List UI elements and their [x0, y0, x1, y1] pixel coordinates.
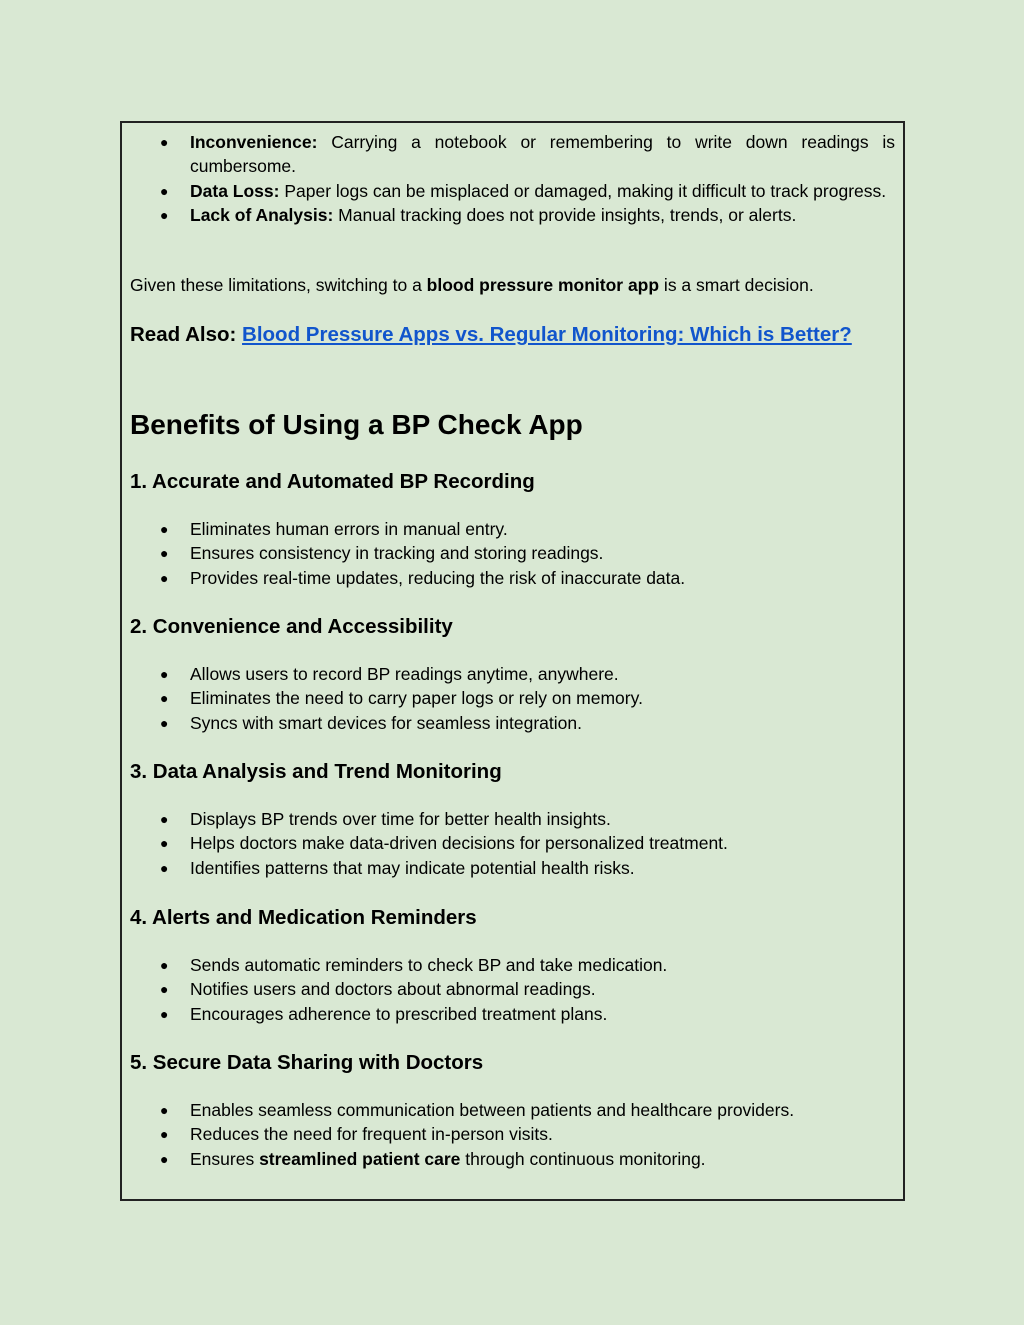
list-item — [130, 977, 895, 1001]
list-item-text: Paper logs can be misplaced or damaged, making it difficult to track progress. — [279, 180, 887, 201]
bullet-icon: ● — [160, 1005, 169, 1022]
list-item-text: Syncs with smart devices for seamless integration. — [190, 712, 582, 733]
list-item-text: Allows users to record BP readings anytime, anywhere. — [190, 664, 619, 684]
list-item — [130, 856, 895, 880]
list-item — [130, 711, 895, 735]
bullet-icon: ● — [160, 981, 169, 998]
list-item-text: Eliminates human errors in manual entry. — [190, 519, 508, 539]
benefit-list — [130, 807, 895, 880]
bullet-icon: ● — [160, 666, 169, 682]
bullet-icon: ● — [160, 811, 169, 827]
list-item — [130, 130, 895, 179]
bullet-icon: ● — [160, 835, 169, 852]
list-item-text: Encourages adherence to prescribed treatment plans. — [190, 1003, 608, 1024]
bullet-icon: ● — [160, 521, 169, 537]
summary-bold: blood pressure monitor app — [426, 275, 660, 295]
list-item-text: Ensures — [190, 1148, 260, 1169]
list-item — [130, 1002, 895, 1026]
read-also — [130, 320, 895, 349]
list-item — [130, 517, 895, 541]
list-item-text: Provides real-time updates, reducing the risk of inaccurate data. — [190, 567, 686, 588]
benefit-title: 2. Convenience and Accessibility — [130, 615, 453, 638]
list-item-text-end: through continuous monitoring. — [460, 1148, 706, 1169]
summary-paragraph — [130, 273, 895, 297]
list-item — [130, 179, 895, 203]
bullet-icon: ● — [160, 957, 169, 973]
limitations-list — [130, 130, 895, 228]
list-item — [130, 807, 895, 831]
benefit-list — [130, 953, 895, 1026]
benefit-title: 3. Data Analysis and Trend Monitoring — [130, 760, 502, 783]
bullet-icon: ● — [160, 859, 169, 876]
list-item — [130, 662, 895, 686]
benefit-list — [130, 1098, 895, 1171]
bullet-icon: ● — [160, 545, 169, 562]
benefit-title: 4. Alerts and Medication Reminders — [130, 906, 477, 929]
benefit-list — [130, 662, 895, 735]
list-item-bold: Inconvenience: — [190, 132, 318, 152]
list-item — [130, 1122, 895, 1146]
list-item-text: Eliminates the need to carry paper logs or rely on memory. — [190, 688, 643, 709]
list-item-text: Reduces the need for frequent in-person visits. — [190, 1124, 553, 1145]
read-also-label: Read Also: — [130, 323, 237, 346]
document-frame — [120, 121, 905, 1201]
section-title: Benefits of Using a BP Check App — [130, 409, 583, 440]
list-item — [130, 541, 895, 565]
list-item-text: Notifies users and doctors about abnormal readings. — [190, 979, 596, 1000]
list-item — [130, 686, 895, 710]
benefit-title: 5. Secure Data Sharing with Doctors — [130, 1051, 484, 1074]
list-item-text: Carrying a notebook or remembering to write down readings is cumbersome. — [190, 132, 895, 177]
bullet-icon: ● — [160, 134, 169, 150]
list-item-text: Identifies patterns that may indicate potential health risks. — [190, 857, 635, 878]
bullet-icon: ● — [160, 569, 169, 586]
list-item — [130, 1098, 895, 1122]
list-item — [130, 953, 895, 977]
benefit-title: 1. Accurate and Automated BP Recording — [130, 470, 535, 493]
bullet-icon: ● — [160, 207, 169, 224]
list-item — [130, 1147, 895, 1171]
list-item-bold: streamlined patient care — [259, 1148, 461, 1169]
list-item — [130, 203, 895, 227]
list-item-text: Enables seamless communication between patients and healthcare providers. — [190, 1100, 795, 1120]
list-item-bold: Lack of Analysis: — [190, 205, 334, 226]
summary-text-end: is a smart decision. — [659, 275, 814, 295]
list-item-text: Manual tracking does not provide insights, trends, or alerts. — [333, 205, 797, 226]
bullet-icon: ● — [160, 1150, 169, 1167]
bullet-icon: ● — [160, 182, 169, 199]
list-item — [130, 566, 895, 590]
bullet-icon: ● — [160, 714, 169, 731]
list-item-text: Displays BP trends over time for better health insights. — [190, 809, 611, 829]
read-also-link[interactable]: Blood Pressure Apps vs. Regular Monitoring: Which is Better? — [242, 323, 852, 346]
list-item-bold: Data Loss: — [190, 180, 280, 201]
list-item-text: Helps doctors make data-driven decisions for personalized treatment. — [190, 833, 728, 854]
bullet-icon: ● — [160, 1102, 169, 1118]
benefit-list — [130, 517, 895, 590]
summary-text: Given these limitations, switching to a — [130, 275, 427, 295]
list-item-text: Ensures consistency in tracking and storing readings. — [190, 543, 604, 564]
list-item-text: Sends automatic reminders to check BP and take medication. — [190, 955, 668, 975]
bullet-icon: ● — [160, 1126, 169, 1143]
bullet-icon: ● — [160, 690, 169, 707]
list-item — [130, 831, 895, 855]
